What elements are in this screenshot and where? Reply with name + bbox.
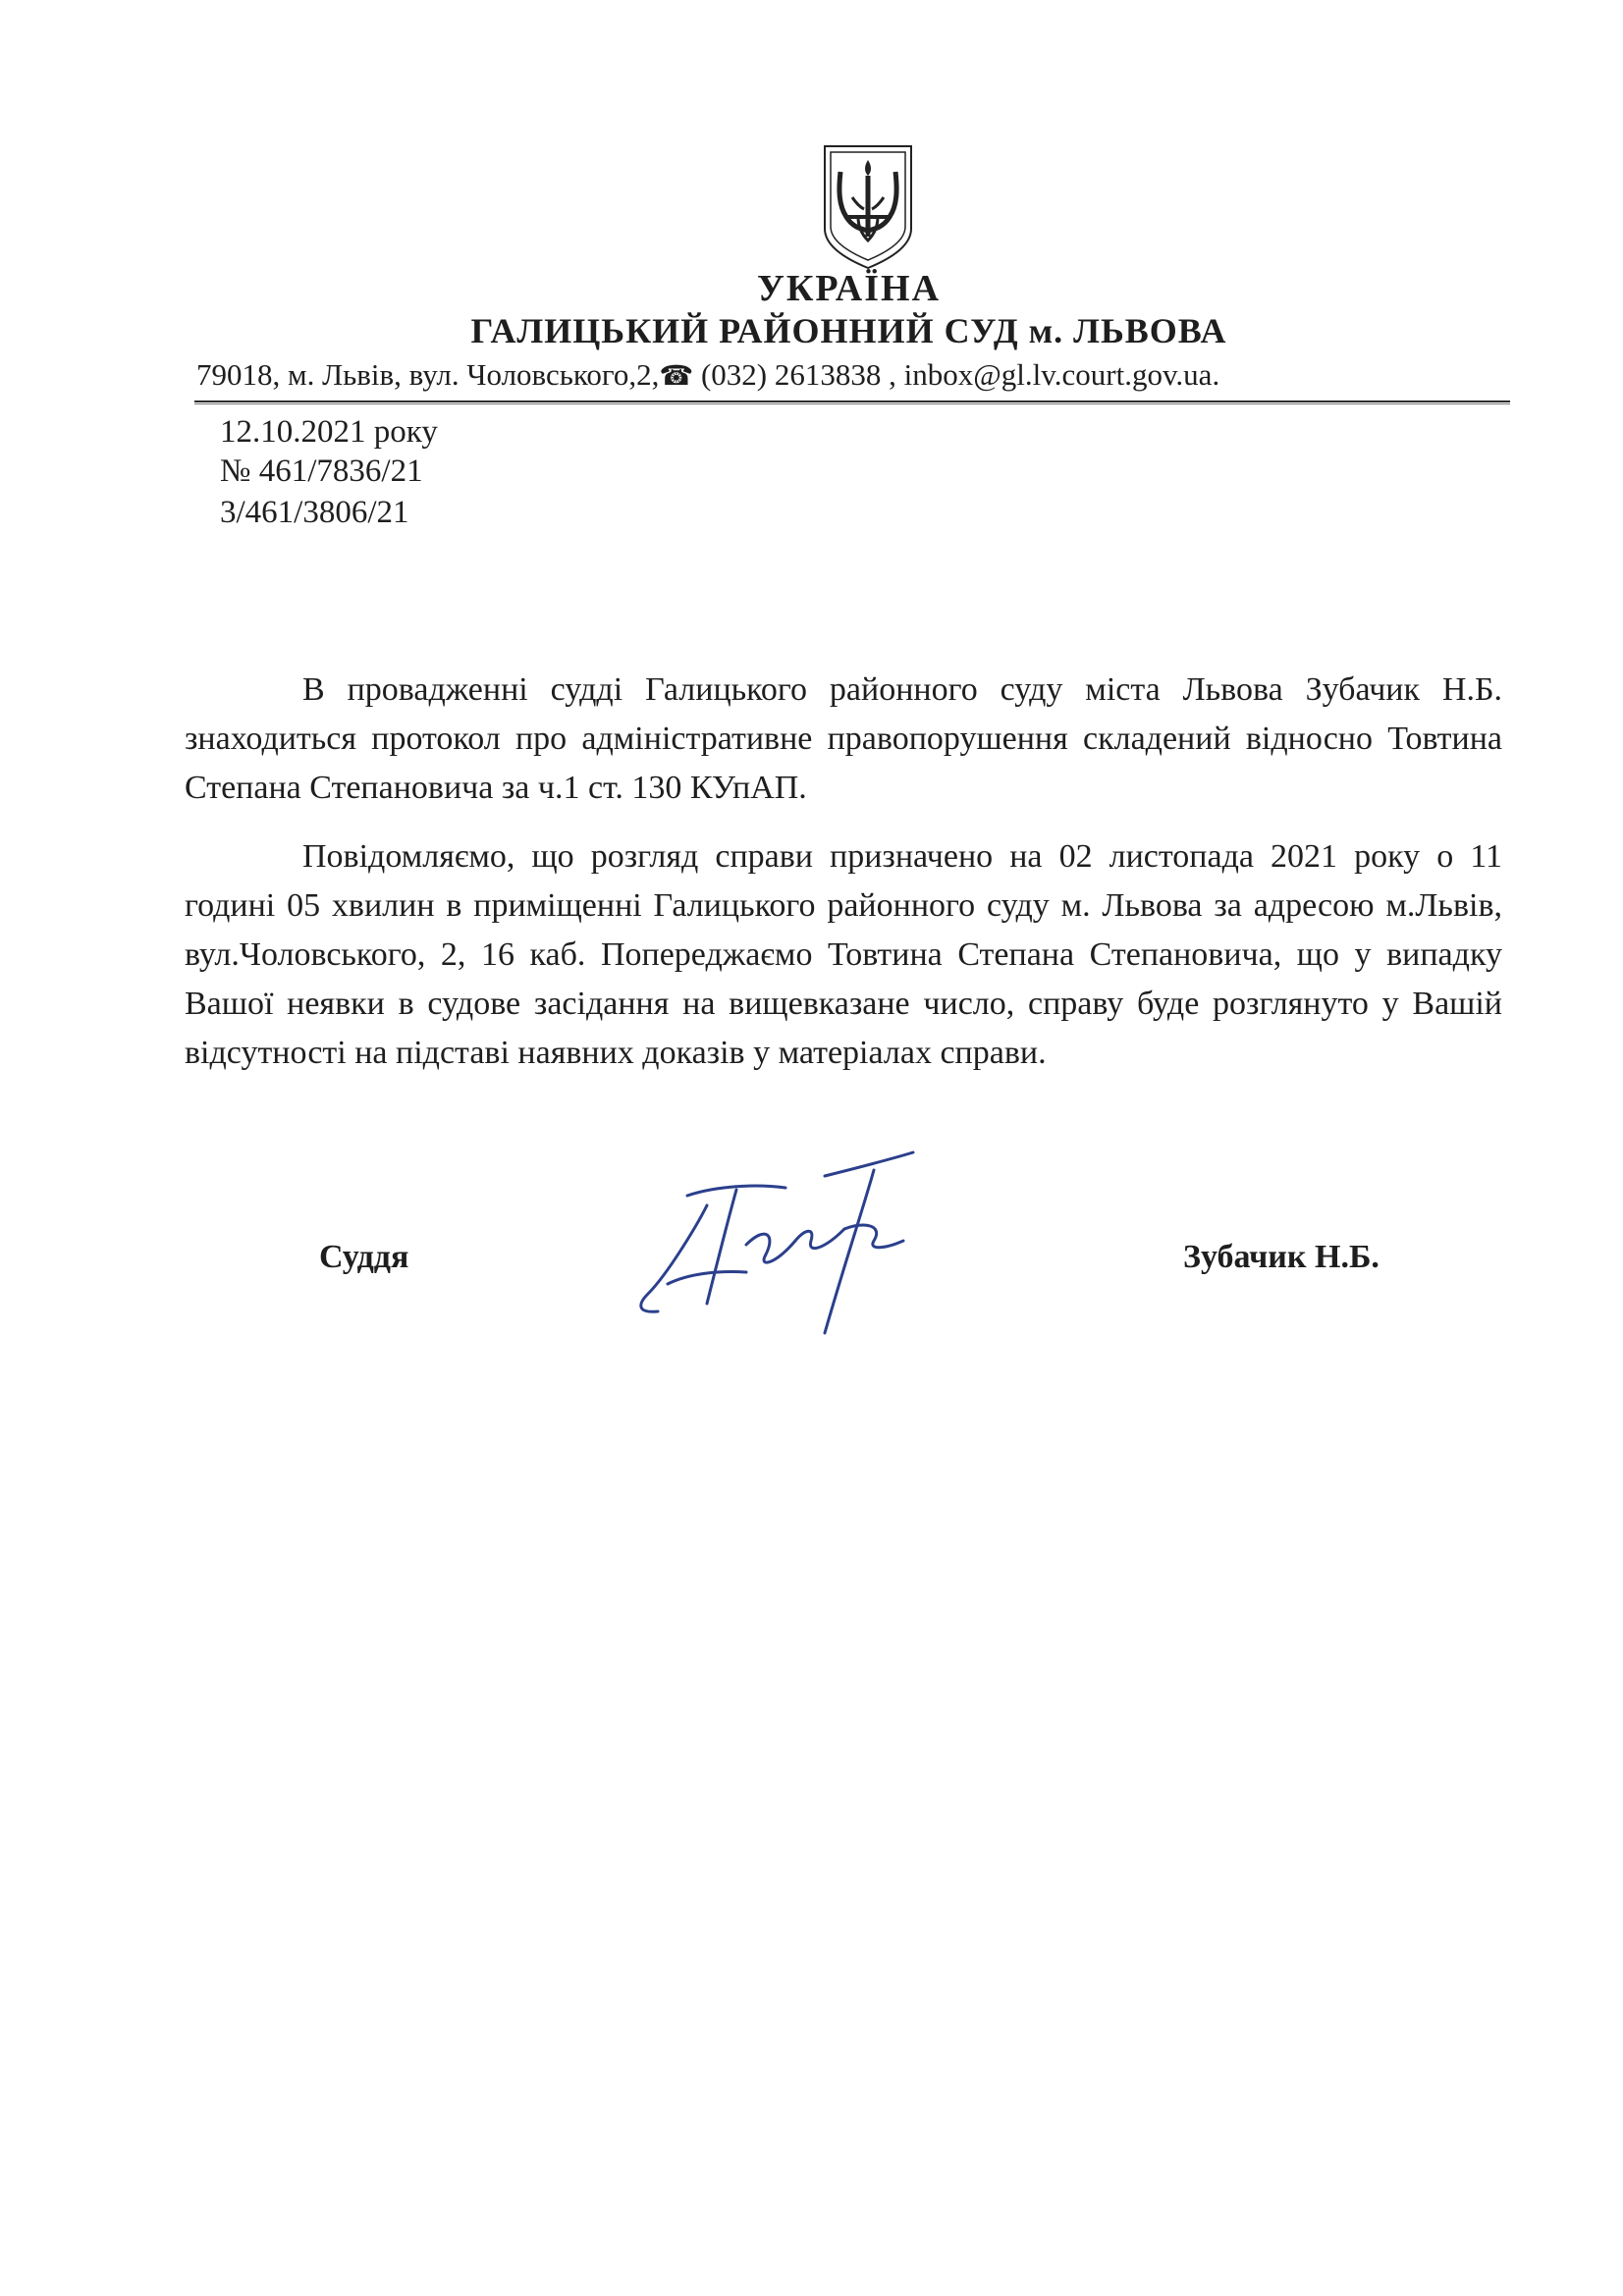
court-contacts — [196, 357, 1512, 393]
signatory-title: Суддя — [319, 1239, 409, 1275]
paragraph-hearing-notice-text: Повідомляємо, що розгляд справи призначено на 02 листопада 2021 року о 11 годині 05 хвилин в приміщенні Галицького районного суду м. Львова за адресою м.Львів, вул.Чоловського, 2, 16 каб. Попереджаємо Товтина Степана Степановича, що у випадку Вашої неявки в судове засідання на вищевказане число, справу буде розглянуто у Вашій відсутності на підставі наявних доказів у матеріалах справи. — [185, 838, 1502, 1071]
court-name: ГАЛИЦЬКИЙ РАЙОННИЙ СУД м. ЛЬВОВА — [470, 311, 1227, 350]
paragraph-case-info — [185, 666, 1502, 813]
signatory-name: Зубачик Н.Б. — [1183, 1239, 1380, 1275]
paragraph-hearing-notice — [185, 832, 1502, 1078]
header-divider — [194, 400, 1510, 402]
phone-icon: ☎ — [659, 361, 694, 392]
court-address: 79018, м. Львів, вул. Чоловського,2, — [196, 357, 660, 392]
header-divider-secondary — [194, 403, 1510, 404]
handwritten-signature — [628, 1147, 943, 1343]
letter-date: 12.10.2021 року — [220, 414, 438, 450]
letter-number: № 461/7836/21 — [220, 454, 423, 489]
country-title: УКРАЇНА — [756, 268, 942, 309]
case-number: 3/461/3806/21 — [220, 495, 409, 530]
court-phone-email: (032) 2613838 , inbox@gl.lv.court.gov.ua. — [693, 357, 1220, 392]
paragraph-case-info-text: В провадженні судді Галицького районного суду міста Львова Зубачик Н.Б. знаходиться протокол про адміністративне правопорушення складений відносно Товтина Степана Степановича за ч.1 ст. 130 КУпАП. — [185, 671, 1502, 806]
trident-coat-of-arms-icon — [821, 142, 915, 272]
